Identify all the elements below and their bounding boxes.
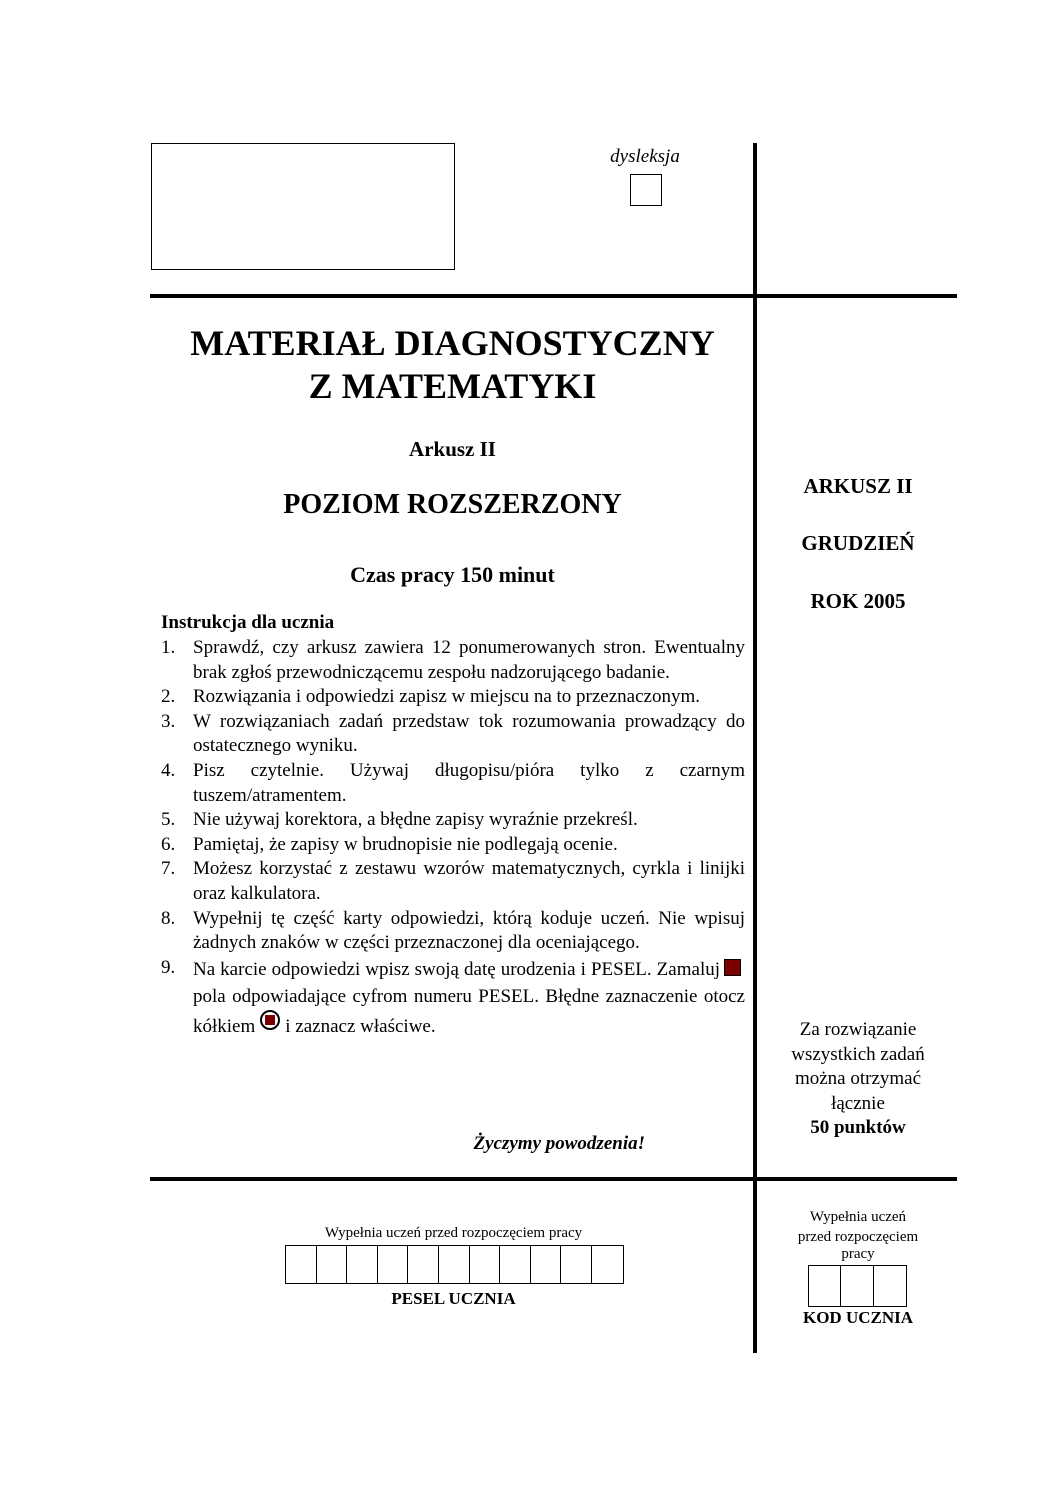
dyslexia-label: dysleksja [610, 146, 680, 167]
dyslexia-checkbox[interactable] [630, 174, 662, 206]
sheet-label: Arkusz II [409, 437, 496, 461]
pesel-cell[interactable] [470, 1246, 501, 1283]
good-luck-text: Życzymy powodzenia! [473, 1133, 645, 1154]
side-sheet: ARKUSZ II [803, 474, 913, 498]
top-rule [150, 294, 957, 298]
page-title-line2: Z MATEMATYKI [308, 366, 597, 406]
code-cell[interactable] [841, 1266, 873, 1306]
side-year: ROK 2005 [810, 589, 906, 613]
points-total: 50 punktów [810, 1117, 906, 1138]
instruction9-part2: pola odpowiadające cyfrom numeru PESEL. Błędne zaznaczenie otocz kółkiem [193, 985, 745, 1037]
pesel-cell[interactable] [378, 1246, 409, 1283]
code-grid [808, 1265, 907, 1307]
pesel-cell[interactable] [317, 1246, 348, 1283]
pesel-cell[interactable] [561, 1246, 592, 1283]
pesel-cell[interactable] [347, 1246, 378, 1283]
pesel-label: PESEL UCZNIA [391, 1289, 516, 1308]
pesel-cell[interactable] [500, 1246, 531, 1283]
instructions-heading: Instrukcja dla ucznia [161, 612, 335, 633]
instruction9-part3: i zaznacz właściwe. [285, 1015, 436, 1037]
code-cell[interactable] [809, 1266, 841, 1306]
instruction-item: 4. Pisz czytelnie. Używaj długopisu/pióra tylko z czarnym tuszem/atramentem. [161, 759, 745, 806]
instructions-list [161, 636, 745, 1040]
filled-square-icon [724, 959, 741, 976]
circled-square-icon [260, 1010, 280, 1030]
level-label: POZIOM ROZSZERZONY [283, 489, 622, 520]
pesel-grid [285, 1245, 624, 1284]
instruction9-part1: Na karcie odpowiedzi wpisz swoją datę urodzenia i PESEL. Zamaluj [193, 958, 720, 980]
pesel-cell[interactable] [439, 1246, 470, 1283]
code-fill-label: Wypełnia uczeń przed rozpoczęciem pracy [797, 1209, 919, 1262]
points-info: Za rozwiązanie wszystkich zadań można otrzymać łącznie 50 punktów [791, 1019, 925, 1138]
instruction-item: 7. Możesz korzystać z zestawu wzorów matematycznych, cyrkla i linijki oraz kalkulatora. [161, 858, 745, 904]
side-month: GRUDZIEŃ [801, 531, 915, 555]
instruction-item: 2. Rozwiązania i odpowiedzi zapisz w miejscu na to przeznaczonym. [161, 686, 700, 708]
pesel-cell[interactable] [286, 1246, 317, 1283]
code-cell[interactable] [874, 1266, 906, 1306]
page-title-line1: MATERIAŁ DIAGNOSTYCZNY [190, 323, 715, 363]
bottom-rule [150, 1177, 957, 1181]
pesel-fill-label: Wypełnia uczeń przed rozpoczęciem pracy [324, 1225, 583, 1241]
instruction-item: 1. Sprawdź, czy arkusz zawiera 12 ponumerowanych stron. Ewentualny brak zgłoś przewodniczącemu zespołu nadzorującego badanie. [161, 637, 745, 683]
time-label: Czas pracy 150 minut [350, 562, 555, 587]
instruction-item: 3. W rozwiązaniach zadań przedstaw tok rozumowania prowadzący do ostatecznego wyniku. [161, 710, 745, 757]
pesel-cell[interactable] [592, 1246, 623, 1283]
school-stamp-box [151, 143, 455, 270]
instruction-item: 9. Na karcie odpowiedzi wpisz swoją datę urodzenia i PESEL. Zamalujpola odpowiadające cyfrom numeru PESEL. Błędne zaznaczenie otocz kółkiem i zaznacz właściwe. [161, 956, 745, 1037]
instruction-item: 8. Wypełnij tę część karty odpowiedzi, którą koduje uczeń. Nie wpisuj żadnych znaków w części przeznaczonej dla oceniającego. [161, 907, 745, 954]
instruction-item: 5. Nie używaj korektora, a błędne zapisy wyraźnie przekreśl. [161, 809, 638, 831]
code-label: KOD UCZNIA [802, 1308, 914, 1327]
instruction-item: 6. Pamiętaj, że zapisy w brudnopisie nie podlegają ocenie. [161, 833, 618, 855]
pesel-cell[interactable] [531, 1246, 562, 1283]
pesel-cell[interactable] [408, 1246, 439, 1283]
